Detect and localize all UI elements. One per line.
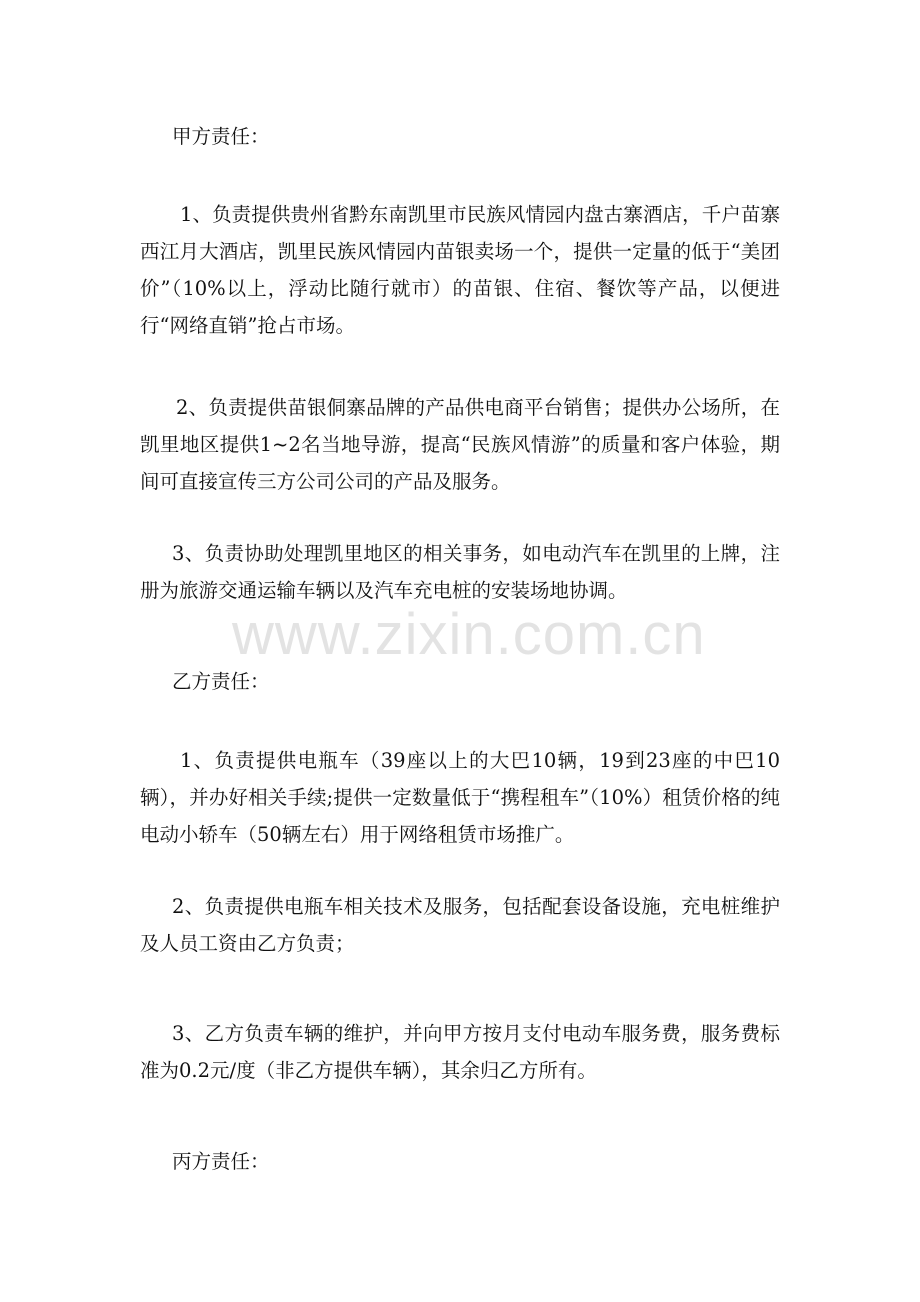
party-a-item-3: 3、负责协助处理凯里地区的相关事务，如电动汽车在凯里的上牌，注册为旅游交通运输车辆以及汽车充电桩的安装场地协调。 [140,542,780,602]
party-c-heading: 丙方责任： [172,1150,270,1173]
party-b-heading: 乙方责任： [172,670,270,693]
party-a-item-1: 1、负责提供贵州省黔东南凯里市民族风情园内盘古寨酒店，千户苗寨西江月大酒店，凯里民族风情园内苗银卖场一个，提供一定量的低于“美团价”（10%以上，浮动比随行就市）的苗银、住宿、餐饮等产品，以便进行“网络直销”抢占市场。 [140,203,780,337]
party-b-item-3: 3、乙方负责车辆的维护，并向甲方按月支付电动车服务费，服务费标准为0.2元/度（非乙方提供车辆），其余归乙方所有。 [140,1022,780,1082]
watermark-text: www.zixin.com.cn [232,602,706,667]
party-a-item-2: 2、负责提供苗银侗寨品牌的产品供电商平台销售；提供办公场所，在凯里地区提供1~2名当地导游，提高“民族风情游”的质量和客户体验，期间可直接宣传三方公司公司的产品及服务。 [140,396,780,493]
party-b-item-1: 1、负责提供电瓶车（39座以上的大巴10辆，19到23座的中巴10辆），并办好相关手续;提供一定数量低于“携程租车”（10%）租赁价格的纯电动小轿车（50辆左右）用于网络租赁市场推广。 [140,749,780,846]
party-a-heading: 甲方责任： [172,125,270,148]
party-b-item-2: 2、负责提供电瓶车相关技术及服务，包括配套设备设施，充电桩维护及人员工资由乙方负责； [140,895,780,955]
